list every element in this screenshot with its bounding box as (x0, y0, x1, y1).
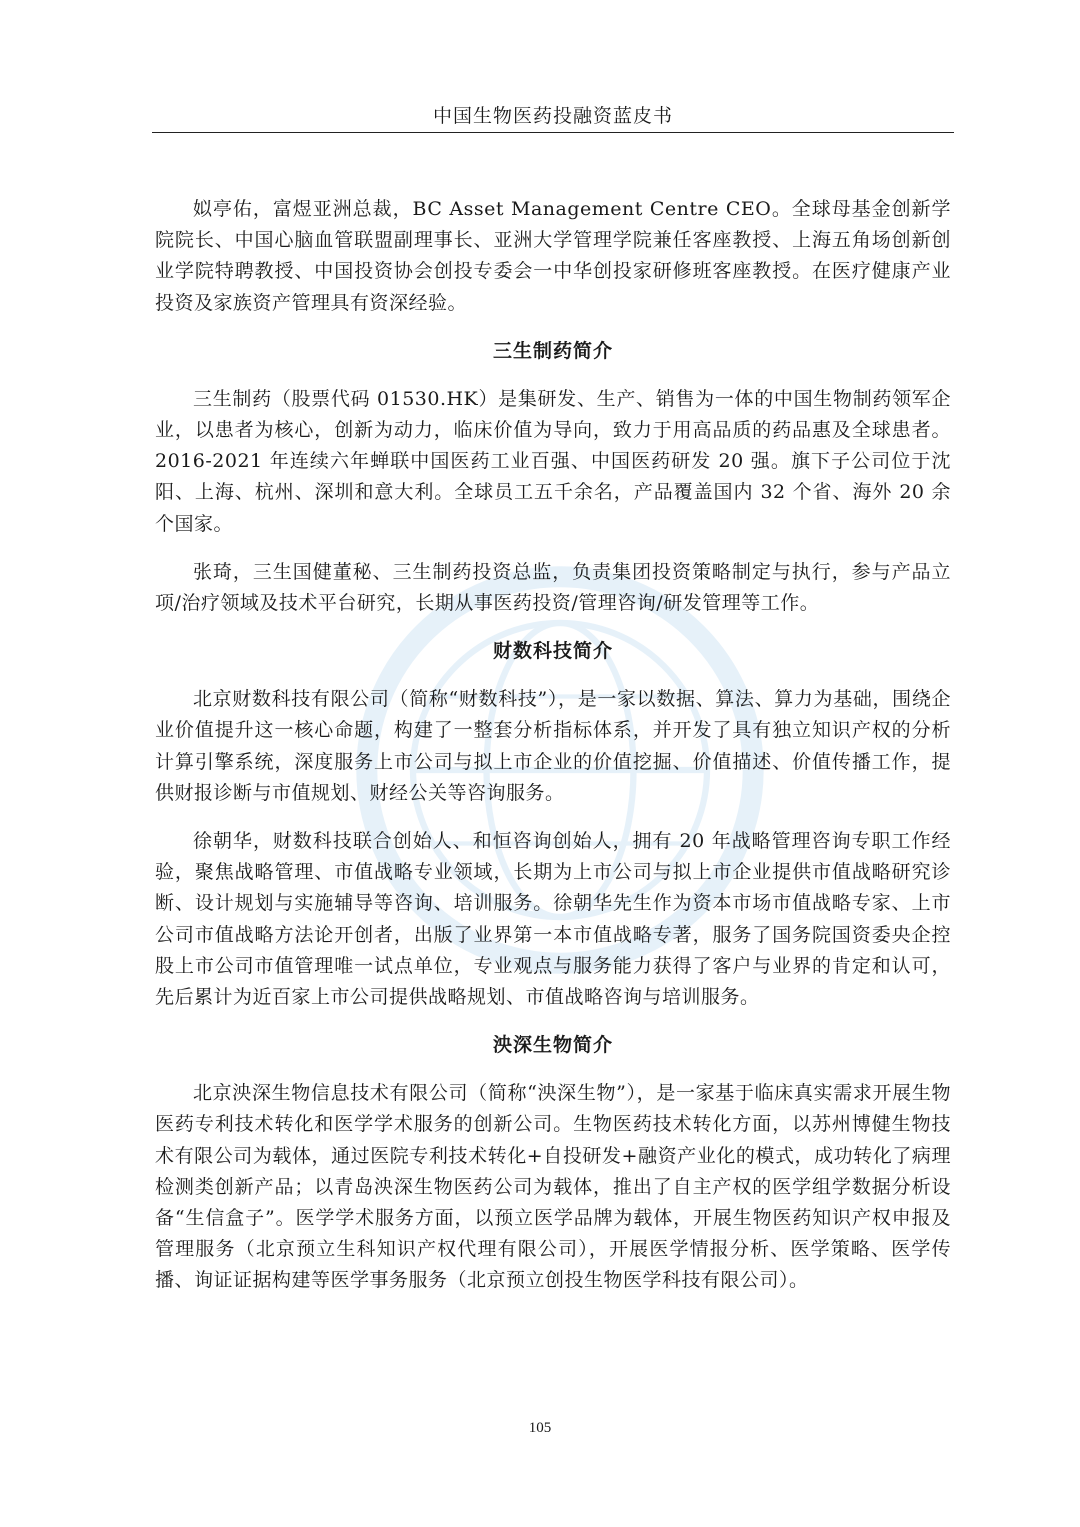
header-divider (152, 132, 954, 133)
intro-section (155, 194, 951, 319)
section-title: 泱深生物简介 (492, 1034, 613, 1057)
yangshen-section (155, 1030, 951, 1296)
section-title: 财数科技简介 (492, 640, 613, 663)
paragraph: 北京财数科技有限公司（简称“财数科技”），是一家以数据、算法、算力为基础，围绕企业价值提升这一核心命题，构建了一整套分析指标体系，并开发了具有独立知识产权的分析计算引擎系统，深度服务上市公司与拟上市企业的价值挖掘、价值描述、价值传播工作，提供财报诊断与市值规划、财经公关等咨询服务。 (155, 688, 951, 804)
paragraph: 张琦，三生国健董秘、三生制药投资总监，负责集团投资策略制定与执行，参与产品立项/治疗领域及技术平台研究，长期从事医药投资/管理咨询/研发管理等工作。 (155, 560, 951, 615)
paragraph: 北京泱深生物信息技术有限公司（简称“泱深生物”），是一家基于临床真实需求开展生物医药专利技术转化和医学学术服务的创新公司。生物医药技术转化方面，以苏州博健生物技术有限公司为载体，通过医院专利技术转化+自投研发+融资产业化的模式，成功转化了病理检测类创新产品；以青岛泱深生物医药公司为载体，推出了自主产权的医学组学数据分析设备“生信盒子”。医学学术服务方面，以预立医学品牌为载体，开展生物医药知识产权申报及管理服务（北京预立生科知识产权代理有限公司），开展医学情报分析、医学策略、医学传播、询证证据构建等医学事务服务（北京预立创投生物医学科技有限公司）。 (155, 1082, 951, 1292)
paragraph: 徐朝华，财数科技联合创始人、和恒咨询创始人，拥有 20 年战略管理咨询专职工作经验，聚焦战略管理、市值战略专业领域，长期为上市公司与拟上市企业提供市值战略研究诊断、设计规划与实施辅导等咨询、培训服务。徐朝华先生作为资本市场市值战略专家、上市公司市值战略方法论开创者，出版了业界第一本市值战略专著，服务了国务院国资委央企控股上市公司市值管理唯一试点单位，专业观点与服务能力获得了客户与业界的肯定和认可，先后累计为近百家上市公司提供战略规划、市值战略咨询与培训服务。 (155, 830, 951, 1009)
sansheng-section (155, 336, 951, 619)
paragraph: 姒亭佑，富煜亚洲总裁，BC Asset Management Centre CEO。全球母基金创新学院院长、中国心脑血管联盟副理事长、亚洲大学管理学院兼任客座教授、上海五角场创新创业学院特聘教授、中国投资协会创投专委会一中华创投家研修班客座教授。在医疗健康产业投资及家族资产管理具有资深经验。 (155, 198, 951, 314)
caishu-section (155, 636, 951, 1013)
page-number: 105 (528, 1420, 552, 1436)
paragraph: 三生制药（股票代码 01530.HK）是集研发、生产、销售为一体的中国生物制药领军企业，以患者为核心，创新为动力，临床价值为导向，致力于用高品质的药品惠及全球患者。2016-2021 年连续六年蝉联中国医药工业百强、中国医药研发 20 强。旗下子公司位于沈阳、上海、杭州、深圳和意大利。全球员工五千余名，产品覆盖国内 32 个省、海外 20 余个国家。 (155, 387, 951, 535)
section-title: 三生制药简介 (492, 339, 613, 362)
running-header: 中国生物医药投融资蓝皮书 (432, 105, 673, 127)
main-content (155, 194, 951, 1314)
